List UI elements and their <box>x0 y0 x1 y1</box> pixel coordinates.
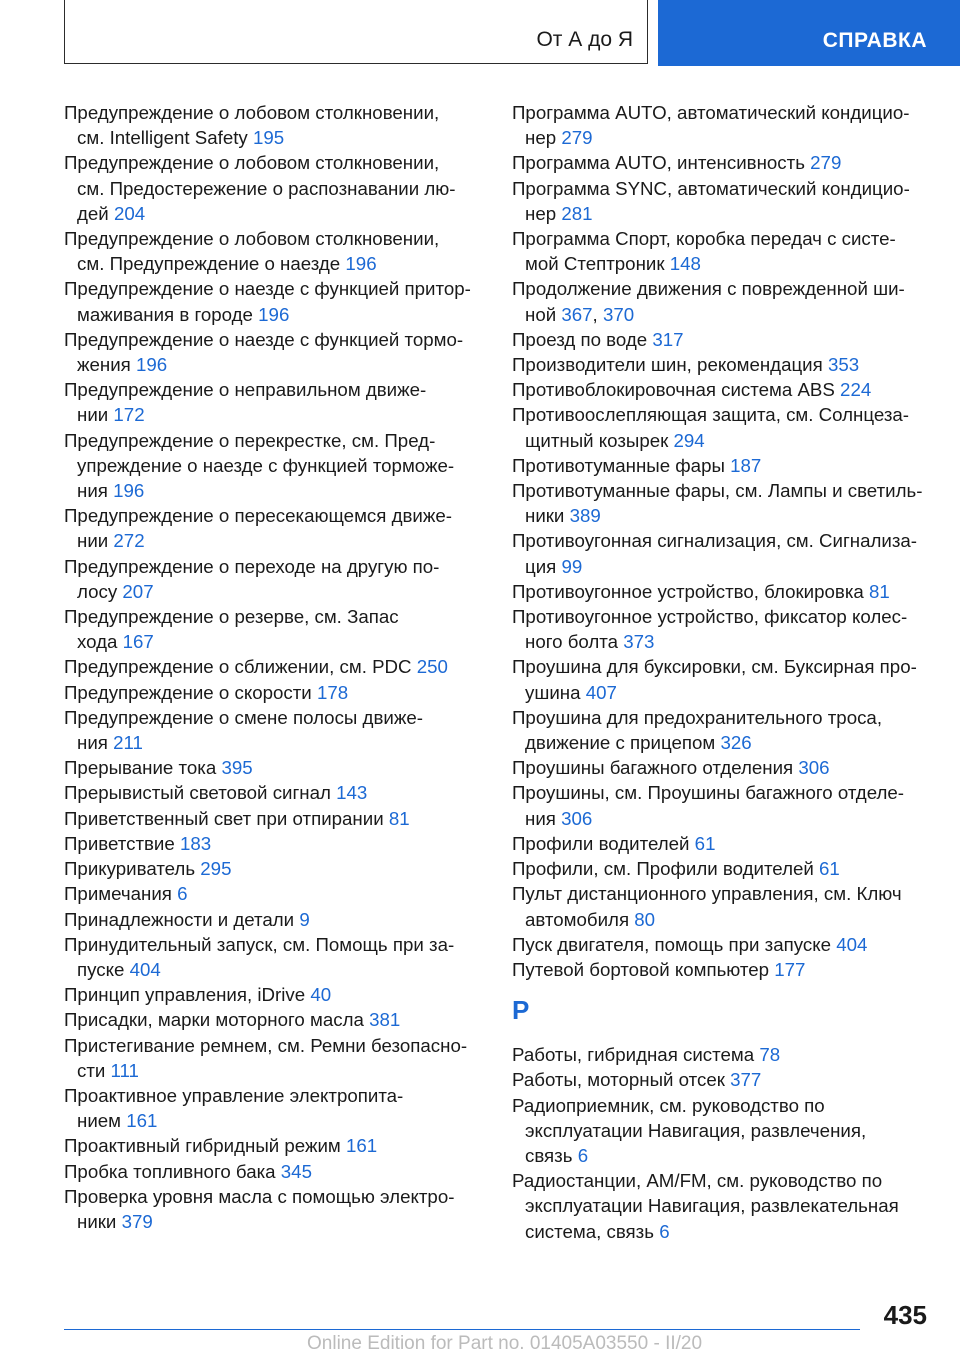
page-reference-link[interactable]: 224 <box>840 379 872 401</box>
index-entry <box>64 982 492 1007</box>
index-entry-text: пуске <box>77 958 125 980</box>
index-entry-text: Предупреждение о пересекающемся движе- <box>64 505 452 527</box>
index-entry-text: Профили водителей <box>512 832 690 854</box>
index-entry-text: Прерывание тока <box>64 757 217 779</box>
index-entry <box>64 503 492 553</box>
index-entry-text: мой Стептроник <box>525 253 665 275</box>
index-entry-text: Предупреждение о лобовом столкновении, <box>64 228 440 250</box>
page-reference-link[interactable]: 195 <box>252 127 285 149</box>
page-reference-link[interactable]: 379 <box>121 1210 153 1232</box>
page-reference-link[interactable]: 404 <box>129 958 161 980</box>
page-reference-link[interactable]: 167 <box>122 631 154 653</box>
page-reference-link[interactable]: 377 <box>730 1069 762 1091</box>
index-entry-text: Противоослепляющая защита, см. Солнцеза- <box>512 404 910 426</box>
page-reference-link[interactable]: 111 <box>110 1059 139 1081</box>
index-entry <box>64 327 492 377</box>
page-reference-link[interactable]: 61 <box>819 858 840 880</box>
index-entry <box>64 428 492 504</box>
index-entry-text: Предупреждение о смене полосы движе- <box>64 706 423 728</box>
index-entry-text: ния <box>77 480 108 502</box>
index-entry-text: Принцип управления, iDrive <box>64 984 306 1006</box>
index-entry-text: Противоблокировочная система ABS <box>512 379 835 401</box>
page-reference-link[interactable]: 389 <box>569 505 601 527</box>
page-reference-link[interactable]: 6 <box>659 1220 670 1242</box>
index-entry <box>512 932 940 957</box>
index-entry-text: Производители шин, рекомендация <box>512 354 823 376</box>
page-reference-link[interactable]: 279 <box>810 152 842 174</box>
index-entry-text: Пуск двигателя, помощь при запуске <box>512 933 832 955</box>
index-entry-text: Проактивное управление электропита- <box>64 1084 404 1106</box>
index-entry-text: Предупреждение о лобовом столкновении, <box>64 152 440 174</box>
index-entry-text: эксплуатации Навигация, развлечения, <box>525 1119 867 1141</box>
index-entry <box>64 377 492 427</box>
index-entry-text: Радиоприемник, см. руководство по <box>512 1094 825 1116</box>
page-reference-link[interactable]: 353 <box>827 354 860 376</box>
page-reference-link[interactable]: 407 <box>585 681 617 703</box>
index-entry-text: ной <box>525 303 557 325</box>
index-entry <box>64 226 492 276</box>
index-entry-text: Проушина для предохранительного троса, <box>512 706 883 728</box>
index-entry-text: жения <box>77 354 131 376</box>
index-entry-text: Проактивный гибридный режим <box>64 1135 341 1157</box>
index-entry-text: Предупреждение о неправильном движе- <box>64 379 427 401</box>
index-entry-text: ция <box>525 555 557 577</box>
index-entry-text: Принадлежности и детали <box>64 908 295 930</box>
index-entry-text: Прикуриватель <box>64 858 196 880</box>
index-entry-text: Программа SYNC, автоматический кондицио- <box>512 177 910 199</box>
index-entry <box>512 604 940 654</box>
index-entry-text: движение с прицепом <box>525 732 716 754</box>
index-entry-text: Предупреждение о скорости <box>64 681 312 703</box>
index-entry-text: ушина <box>525 681 581 703</box>
index-entry-text: эксплуатации Навигация, развлекательная <box>525 1195 899 1217</box>
index-entry-text: щитный козырек <box>525 429 669 451</box>
page-reference-link[interactable]: 211 <box>113 732 143 754</box>
index-entry <box>512 780 940 830</box>
index-entry-text: Проушины, см. Проушины багажного отделе- <box>512 782 905 804</box>
index-entry-text: Путевой бортовой компьютер <box>512 958 770 980</box>
index-entry <box>64 680 492 705</box>
index-entry <box>512 453 940 478</box>
index-entry-text: ния <box>77 732 108 754</box>
page-reference-link[interactable]: 61 <box>694 832 716 854</box>
index-entry <box>64 100 492 150</box>
index-entry-text: см. Intelligent Safety <box>77 127 248 149</box>
index-entry-text: Противотуманные фары, см. Лампы и светиль- <box>512 480 923 502</box>
page-reference-link[interactable]: 187 <box>730 454 762 476</box>
index-entry-text: Приветственный свет при отпирании <box>64 807 384 829</box>
page-reference-link[interactable]: 177 <box>774 958 806 980</box>
index-entry <box>64 856 492 881</box>
page-reference-link[interactable]: 161 <box>126 1110 158 1132</box>
index-entry-text: ния <box>525 807 556 829</box>
index-entry-text: упреждение о наезде с функцией торможе- <box>77 454 455 476</box>
index-entry-text: ники <box>525 505 565 527</box>
page-reference-link[interactable]: 196 <box>113 480 145 502</box>
index-entry-text: Профили, см. Профили водителей <box>512 858 814 880</box>
index-entry-text: Проезд по воде <box>512 328 648 350</box>
index-entry <box>64 554 492 604</box>
index-entry <box>64 1083 492 1133</box>
page-reference-link[interactable]: 6 <box>577 1144 589 1166</box>
index-entry <box>512 705 940 755</box>
section-tab-label: От А до Я <box>536 28 633 51</box>
index-entry-text: Приветствие <box>64 832 175 854</box>
index-entry <box>64 1033 492 1083</box>
index-entry <box>512 1067 940 1092</box>
index-entry-text: Программа Спорт, коробка передач с систе- <box>512 228 896 250</box>
index-entry-text: Предупреждение о резерве, см. Запас <box>64 606 399 628</box>
page-reference-link[interactable]: 196 <box>258 303 290 325</box>
index-entry <box>64 705 492 755</box>
page-reference-link[interactable]: 81 <box>869 580 890 602</box>
page-reference-link[interactable]: 207 <box>122 580 154 602</box>
index-entry-text: Работы, моторный отсек <box>512 1069 725 1091</box>
index-entry-text: хода <box>77 631 118 653</box>
index-entry <box>512 1042 940 1067</box>
index-entry <box>512 402 940 452</box>
page-reference-link[interactable]: 183 <box>179 832 212 854</box>
index-entry-text: Противоугонная сигнализация, см. Сигнализа- <box>512 530 918 552</box>
page-reference-link[interactable]: 281 <box>561 202 593 224</box>
page-reference-link[interactable]: 40 <box>310 984 332 1006</box>
index-entry <box>512 528 940 578</box>
index-entry <box>512 579 940 604</box>
index-entry-text: система, связь <box>525 1220 654 1242</box>
index-entry <box>512 327 940 352</box>
index-entry <box>64 1159 492 1184</box>
index-entry-text: Прерывистый световой сигнал <box>64 782 331 804</box>
page-reference-link[interactable]: 404 <box>836 933 868 955</box>
page-reference-link[interactable]: 196 <box>345 253 377 275</box>
index-entry-text: Предупреждение о лобовом столкновении, <box>64 102 440 123</box>
page-reference-link[interactable]: 148 <box>669 253 701 275</box>
page-reference-link[interactable]: 81 <box>388 807 410 829</box>
page-reference-link[interactable]: 172 <box>113 404 145 426</box>
index-entry <box>64 907 492 932</box>
index-entry-text: ники <box>77 1210 117 1232</box>
index-entry <box>64 150 492 226</box>
index-entry-text: Радиостанции, AM/FM, см. руководство по <box>512 1170 883 1192</box>
index-entry-text: Предупреждение о наезде с функцией притор- <box>64 278 471 300</box>
index-entry <box>64 932 492 982</box>
index-entry-text: автомобиля <box>525 908 630 930</box>
index-entry-text: Проушины багажного отделения <box>512 757 794 779</box>
index-entry-text: дей <box>77 202 109 224</box>
index-entry <box>64 1133 492 1158</box>
index-entry-text: Предупреждение о наезде с функцией тормо- <box>64 328 464 350</box>
index-entry <box>512 352 940 377</box>
index-entry <box>64 831 492 856</box>
index-entry <box>512 1168 940 1244</box>
page-reference-link[interactable]: 326 <box>720 732 752 754</box>
page-reference-link[interactable]: 295 <box>200 858 232 880</box>
index-entry <box>64 806 492 831</box>
index-entry <box>512 100 940 150</box>
index-entry-text: Пульт дистанционного управления, см. Ключ <box>512 883 902 905</box>
index-entry-text: Работы, гибридная система <box>512 1044 755 1066</box>
footer-edition-text: Online Edition for Part no. 01405A03550 - II/20 <box>307 1333 703 1354</box>
index-entry: Продолжение движения с поврежденной ши- ной 367, 370 <box>512 278 905 325</box>
index-column-right <box>512 100 940 1244</box>
page-reference-link[interactable]: 370 <box>602 303 635 325</box>
index-entry <box>512 176 940 226</box>
page-reference-link[interactable]: 294 <box>673 429 705 451</box>
index-entry <box>64 1184 492 1234</box>
page-reference-link[interactable]: 381 <box>369 1009 401 1031</box>
index-entry-text: Пробка топливного бака <box>64 1160 276 1182</box>
chapter-tab[interactable] <box>658 0 960 66</box>
page-reference-link[interactable]: 178 <box>316 681 349 703</box>
page-reference-link[interactable]: 78 <box>759 1044 781 1066</box>
page-reference-link[interactable]: 99 <box>561 555 583 577</box>
index-entry-text: нер <box>525 202 557 224</box>
index-entry <box>512 957 940 982</box>
index-entry <box>512 150 940 175</box>
index-letter-heading: Р <box>512 995 530 1026</box>
page-reference-link[interactable]: 279 <box>561 127 593 149</box>
index-entry-text: нии <box>77 530 109 552</box>
index-entry-text: Проверка уровня масла с помощью электро- <box>64 1185 455 1207</box>
page-reference-link[interactable]: 367 <box>561 303 593 325</box>
index-entry-text: Предупреждение о перекрестке, см. Пред- <box>64 429 436 451</box>
index-entry-text: связь <box>525 1144 573 1166</box>
page-reference-link[interactable]: 143 <box>336 782 368 804</box>
index-entry-text: Противоугонное устройство, блокировка <box>512 580 864 602</box>
page-reference-link[interactable]: 80 <box>634 908 656 930</box>
index-entry-text: Противоугонное устройство, фиксатор колес- <box>512 606 908 628</box>
index-entry-text: Пристегивание ремнем, см. Ремни безопасно- <box>64 1034 468 1056</box>
footer-divider <box>64 1329 860 1330</box>
page-reference-link[interactable]: 9 <box>299 908 310 930</box>
page-reference-link[interactable]: 196 <box>135 354 168 376</box>
index-entry-text: Присадки, марки моторного масла <box>64 1009 364 1031</box>
page-reference-link[interactable]: 250 <box>416 656 448 678</box>
index-entry <box>512 478 940 528</box>
section-tab[interactable] <box>64 0 648 64</box>
index-entry <box>64 604 492 654</box>
page-reference-link[interactable]: 204 <box>113 202 146 224</box>
index-entry-text: Проушина для буксировки, см. Буксирная про- <box>512 656 917 678</box>
chapter-tab-label: СПРАВКА <box>822 29 927 52</box>
index-entry-text: маживания в городе <box>77 303 253 325</box>
index-entry-text: см. Предостережение о распознавании лю- <box>77 177 456 199</box>
index-entry <box>512 831 940 856</box>
index-entry-text: нием <box>77 1110 121 1132</box>
index-entry <box>64 780 492 805</box>
index-column-left <box>64 100 492 1234</box>
index-entry-text: Продолжение движения с поврежденной ши- <box>512 278 905 300</box>
index-entry <box>64 881 492 906</box>
index-entry-text: см. Предупреждение о наезде <box>77 253 341 275</box>
page-reference-link[interactable]: 306 <box>798 757 830 779</box>
page-header <box>0 0 960 66</box>
index-entry-text: Принудительный запуск, см. Помощь при за- <box>64 933 455 955</box>
page-reference-link[interactable]: 345 <box>280 1160 312 1182</box>
index-entry-text: Предупреждение о переходе на другую по- <box>64 555 440 577</box>
index-entry <box>64 1007 492 1032</box>
index-entry <box>64 654 492 679</box>
page-reference-link[interactable]: 395 <box>221 757 253 779</box>
page-reference-link[interactable]: 6 <box>177 883 188 905</box>
index-entry-text: Предупреждение о сближении, см. PDC <box>64 656 412 678</box>
index-entry <box>64 755 492 780</box>
index-entry-text: нер <box>525 127 557 149</box>
index-entry-text: Программа AUTO, интенсивность <box>512 152 805 174</box>
page-reference-link[interactable]: 272 <box>113 530 145 552</box>
index-entry-text: сти <box>77 1059 106 1081</box>
index-entry-text: Примечания <box>64 883 172 905</box>
index-entry <box>512 654 940 704</box>
page-number: 435 <box>883 1300 927 1330</box>
index-entry <box>512 377 940 402</box>
index-entry-text: нии <box>77 404 109 426</box>
page-reference-link[interactable]: 161 <box>345 1135 378 1157</box>
index-entry-text: лосу <box>77 580 118 602</box>
index-entry <box>512 755 940 780</box>
page-reference-link[interactable]: 373 <box>623 631 655 653</box>
page-reference-link[interactable]: 317 <box>652 328 684 350</box>
index-entry <box>64 276 492 326</box>
index-entry-text: Программа AUTO, автоматический кондицио- <box>512 102 910 123</box>
index-entry <box>512 1093 940 1169</box>
index-entry <box>512 226 940 276</box>
page-reference-link[interactable]: 306 <box>561 807 593 829</box>
index-entry-text: Противотуманные фары <box>512 454 725 476</box>
index-entry <box>512 856 940 881</box>
index-entry <box>512 881 940 931</box>
index-entry-text: ного болта <box>525 631 619 653</box>
